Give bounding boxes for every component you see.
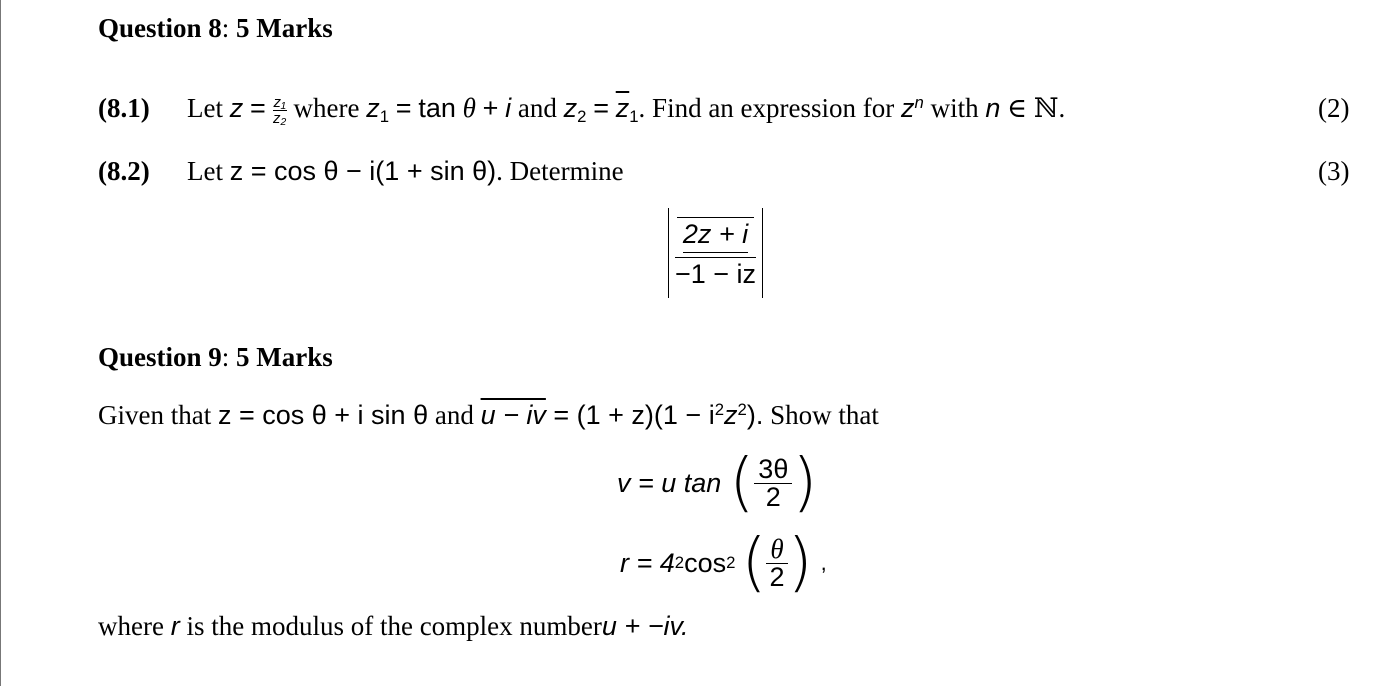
modulus-expression (668, 208, 763, 298)
question-9-colon: : (221, 342, 230, 372)
var-i: i (505, 93, 512, 123)
var-z: z (901, 93, 915, 123)
part-8-2-number: (8.2) (98, 156, 150, 186)
frac-denominator: 2 (765, 481, 781, 512)
fraction-3theta-over-2 (754, 453, 792, 512)
var-theta: θ (462, 93, 476, 123)
question-8-colon: : (221, 13, 230, 43)
trailing-comma: , (820, 550, 827, 575)
given-text: Given that (98, 400, 212, 430)
part-8-1-text (187, 93, 1065, 126)
complex-number-expr: u + −iv. (601, 611, 689, 641)
part-8-1-marks: (2) (1318, 93, 1350, 123)
frac-denominator: 2 (769, 561, 785, 592)
question-9-marks: 5 Marks (236, 342, 333, 372)
part-8-2 (98, 156, 150, 187)
word-where: where (293, 93, 360, 123)
fraction-theta-over-2 (766, 533, 787, 592)
right-paren: ) (792, 446, 818, 520)
question-8-title (98, 13, 333, 44)
equals-sign: = (249, 93, 266, 123)
determine-text: . Determine (496, 156, 624, 186)
frac-numerator: 3θ (754, 456, 792, 484)
frac-denominator: z₂ (273, 110, 287, 128)
func-tan: tan (418, 93, 456, 123)
var-n: n (985, 93, 1001, 123)
question-9-label: Question 9 (98, 342, 222, 372)
var-z2: z (563, 93, 578, 123)
word-with: with (930, 93, 979, 123)
modulus-fraction (675, 217, 756, 289)
question-9-statement: Given that z = cos θ + i sin θ and u − iv = $(1 + z)(1 - i^2z^2)$. Show that (98, 399, 879, 430)
var-z: z (229, 93, 244, 123)
equation-v (617, 448, 817, 518)
show-that-text: Show that (763, 400, 879, 430)
part-8-1-number: (8.1) (98, 93, 150, 123)
in-naturals: ∈ ℕ. (1007, 93, 1066, 123)
sub-1: 1 (379, 107, 390, 127)
frac-numerator: θ (766, 536, 787, 564)
page-left-border (0, 0, 1, 686)
part-8-2-text (187, 156, 624, 187)
equation-v-lhs: v = u tan (617, 467, 722, 498)
word-and: and (517, 93, 557, 123)
word-let: Let (187, 156, 223, 186)
z-expression: z = cos θ + i sin θ (217, 400, 429, 430)
left-paren: ( (729, 446, 755, 520)
denominator-text: −1 − iz (675, 258, 757, 289)
equation-r: r = 4 2 cos 2 ( $\frac{\theta}{2}$ ) , (620, 526, 827, 600)
word-let: Let (187, 93, 223, 123)
rhs-part-a: = (1 + z)(1 − i (545, 400, 715, 430)
sup-n: n (914, 92, 924, 112)
find-text: . Find an expression for (638, 93, 895, 123)
question-8-label: Question 8 (98, 13, 222, 43)
fraction-z1-over-z2 (273, 95, 287, 126)
func-cos: cos (684, 547, 727, 578)
frac-numerator: z₁ (273, 94, 286, 112)
left-paren: ( (741, 526, 767, 600)
part-8-2-marks: (3) (1318, 156, 1350, 186)
modulus-text: is the modulus of the complex number (186, 611, 602, 641)
plus-sign: + (482, 93, 499, 123)
var-z-bar: $\overline{z}$ (615, 93, 630, 123)
var-z1: z (366, 93, 380, 123)
word-where: where (98, 611, 164, 641)
sub-2: 2 (577, 107, 587, 127)
var-r: r (170, 611, 180, 641)
equation-r-lhs: r = 4 (620, 547, 675, 578)
question-9-title (98, 342, 333, 373)
right-paren: ) (787, 526, 813, 600)
u-minus-iv-conjugate: u − iv (480, 400, 546, 430)
word-and: and (434, 400, 474, 430)
question-8-marks: 5 Marks (236, 13, 333, 43)
z-expression: z = cos θ − i(1 + sin θ) (229, 156, 497, 186)
question-9-where (98, 611, 688, 642)
equals-sign: = (395, 93, 412, 123)
numerator-text: 2z + i (683, 220, 748, 253)
rhs-part-c: ). (746, 400, 764, 430)
equals-sign: = (593, 93, 609, 123)
rhs-part-b: z (724, 400, 738, 430)
overline-numerator (677, 217, 754, 253)
var-r-eq (620, 548, 675, 579)
part-8-1 (98, 93, 150, 124)
sub-1: 1 (629, 107, 639, 127)
